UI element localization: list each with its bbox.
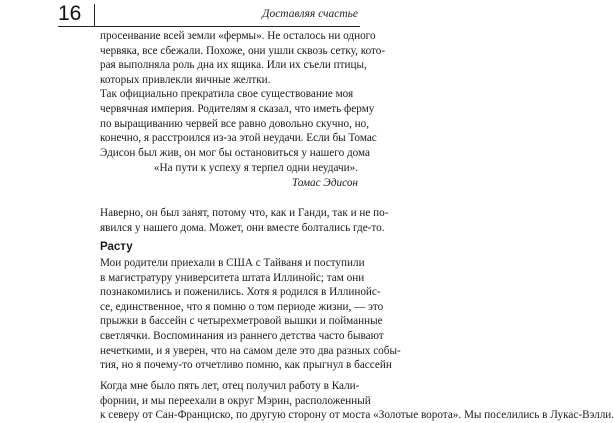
text-line: тия, но я почему-то отчетливо помню, как прыгнул в бассейн [100, 359, 392, 372]
quote-author: Томас Эдисон [291, 176, 358, 189]
section-heading: Расту [100, 241, 133, 253]
page-header [58, 2, 360, 27]
text-line: по выращиванию червей все равно довольно скучно, но, [100, 117, 370, 130]
text-line: Наверно, он был занят, потому что, как и Ганди, так и не по- [100, 207, 389, 219]
text-line: Когда мне было пять лет, отец получил работу в Кали- [100, 380, 360, 392]
text-line: светлячки. Воспоминания из раннего детства часто бывают [100, 329, 384, 342]
text-line: которых привлекли яичные желтки. [100, 73, 271, 86]
intro-paragraphs [100, 29, 386, 160]
text-line: червячная империя. Родителям я сказал, что иметь ферму [100, 102, 375, 115]
text-line: познакомились и поженились. Хотя я родился в Иллинойс- [100, 286, 381, 299]
text-line: просеивание всей земли «фермы». Не осталось ни одного [100, 30, 376, 42]
epigraph-quote [100, 161, 358, 190]
section-paragraph-2 [100, 379, 614, 423]
text-line: конечно, я расстроился из-за этой неудачи. Если бы Томас [100, 132, 377, 145]
text-line: в магистратуру университета штата Иллинойс; там они [100, 271, 365, 284]
text-line: рая выполняла роль дна их ящика. Или их съели птицы, [100, 59, 367, 72]
text-line: Так официально прекратила свое существование моя [100, 88, 354, 101]
quote-text: «На пути к успеху я терпел одни неудачи». [153, 162, 358, 174]
header-divider [94, 4, 95, 26]
text-line: се, единственное, что я помню о том периоде жизни, — это [100, 300, 384, 313]
text-line: явился у нашего дома. Может, они вместе болтались где-то. [100, 221, 385, 234]
after-quote-paragraph [100, 206, 389, 235]
text-line: червяка, все сбежали. Похоже, они ушли сквозь сетку, кото- [100, 44, 386, 57]
page-number: 16 [58, 2, 82, 25]
text-line: нечеткими, и я уверен, что на самом деле это два разных собы- [100, 344, 401, 357]
text-line: прыжки в бассейн с четырехметровой вышки и пойманные [100, 315, 383, 328]
text-line: Эдисон был жив, он мог бы остановиться у нашего дома [100, 146, 370, 159]
section-paragraph [100, 256, 401, 373]
text-line: Мои родители приехали в США с Тайваня и поступили [100, 257, 365, 269]
text-line: форнии, и мы переехали в округ Мэрин, расположенный [100, 394, 371, 407]
text-line: к северу от Сан-Франциско, по другую сторону от моста «Золотые ворота». Мы поселились в Лукас-Вэлли. [100, 409, 614, 422]
running-title: Доставляя счастье [262, 8, 358, 20]
